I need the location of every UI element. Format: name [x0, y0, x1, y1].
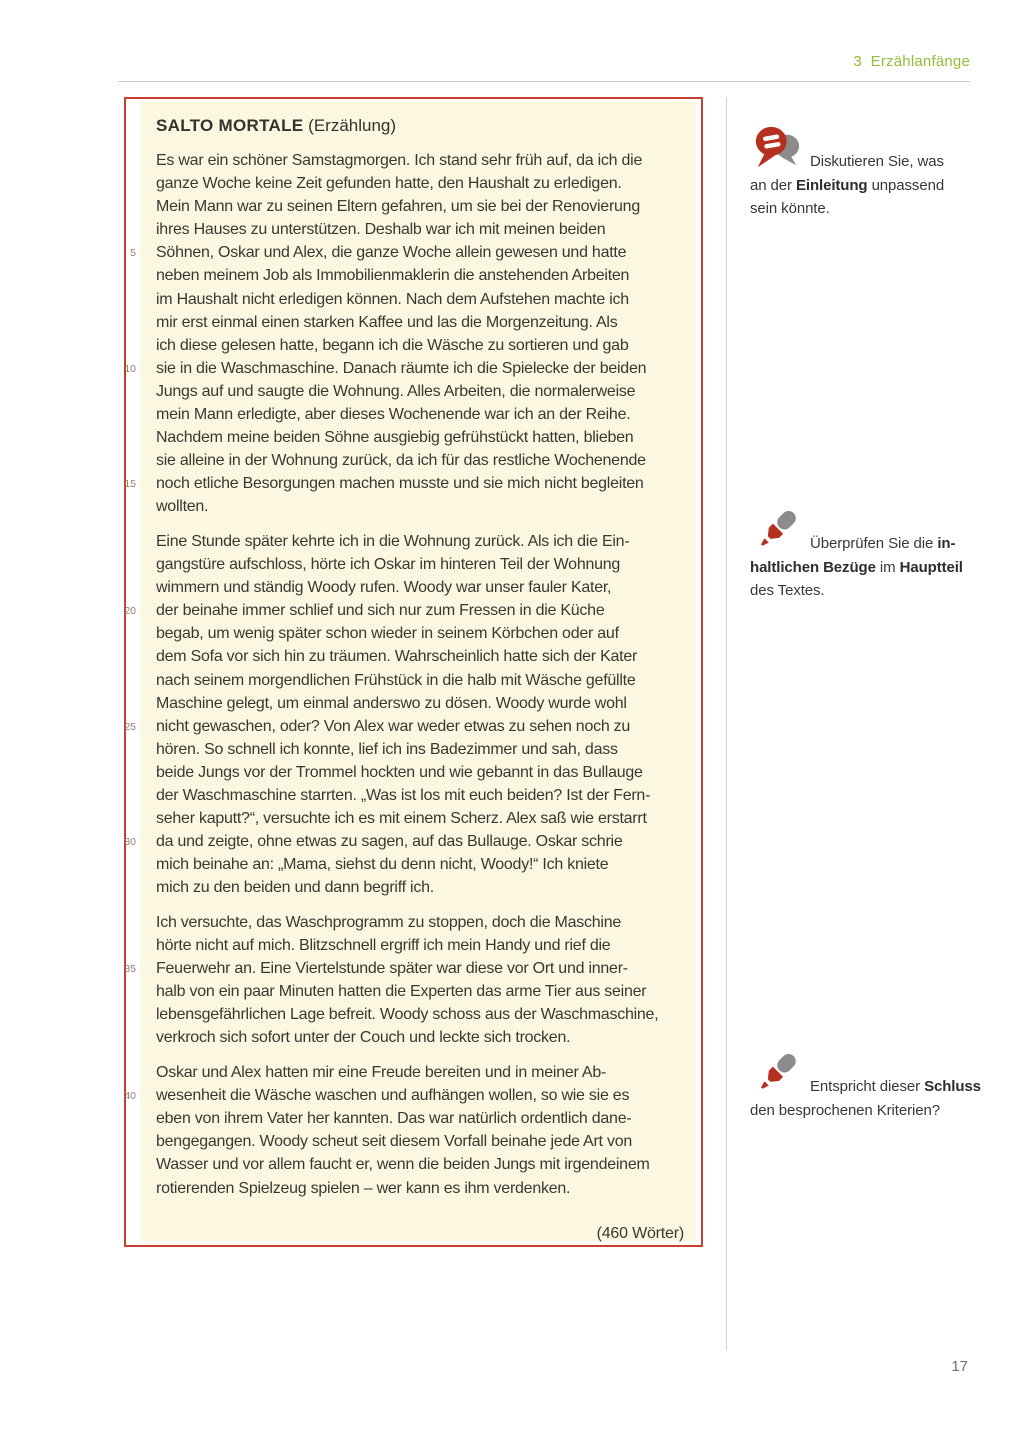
story-line: Ich versuchte, das Waschprogramm zu stoppen, doch die Maschine [156, 914, 622, 931]
line-number: 5 [130, 247, 136, 260]
story-line-row [156, 807, 684, 830]
story-line: mein Mann erledigte, aber dieses Wochenende war ich an der Reihe. [156, 406, 631, 424]
story-line: gangstüre aufschloss, hörte ich Oskar im hinteren Teil der Wohnung [156, 556, 621, 574]
story-line-row [156, 334, 684, 357]
story-line-row [156, 530, 684, 553]
column-divider [726, 97, 727, 1350]
line-number: 25 [124, 720, 136, 733]
margin-note-hauptteil [750, 505, 974, 603]
story-line: sie alleine in der Wohnung zurück, da ich für das restliche Wochenende [156, 452, 646, 470]
page-number: 17 [951, 1358, 968, 1375]
margin-note-einleitung [750, 123, 974, 221]
story-line: dem Sofa vor sich hin zu träumen. Wahrscheinlich hatte sich der Kater [156, 648, 638, 666]
story-line: Wasser und vor allem faucht er, wenn die beiden Jungs mit irgendeinem [156, 1156, 650, 1174]
marker-icon [752, 505, 802, 557]
story-line: da und zeigte, ohne etwas zu sagen, auf das Bullauge. Oskar schrie [156, 833, 623, 851]
story-line: Feuerwehr an. Eine Viertelstunde später war diese vor Ort und inner- [156, 960, 628, 978]
note-line: den besprochenen Kriterien? [750, 1101, 940, 1119]
discussion-icon [752, 123, 802, 175]
story-line-row [156, 853, 684, 876]
story-line: neben meinem Job als Immobilienmaklerin die anstehenden Arbeiten [156, 267, 630, 285]
story-line: rotierenden Spielzeug spielen – wer kann es ihm verdenken. [156, 1179, 571, 1197]
story-line-row [156, 195, 684, 218]
chapter-heading: 3 Erzählanfänge [853, 53, 970, 70]
story-line-row [156, 172, 684, 195]
story-line: wesenheit die Wäsche waschen und aufhängen wollen, so wie sie es [156, 1087, 630, 1105]
story-line-row [124, 472, 684, 495]
story-line: mir erst einmal einen starken Kaffee und las die Morgenzeitung. Als [156, 313, 618, 331]
note-line: Entspricht dieser Schluss [810, 1078, 981, 1095]
story-line: hörte nicht auf mich. Blitzschnell ergriff ich mein Handy und rief die [156, 937, 611, 955]
story-line-row [124, 715, 684, 738]
story-line: Söhnen, Oskar und Alex, die ganze Woche allein gewesen und hatte [156, 244, 627, 262]
note-line: Überprüfen Sie die in- [810, 535, 956, 552]
story-line-row [124, 830, 684, 853]
story-line-row [156, 622, 684, 645]
story-line-row [156, 876, 684, 899]
note-line: Diskutieren Sie, was [810, 153, 944, 170]
story-line: Mein Mann war zu seinen Eltern gefahren, um sie bei der Renovierung [156, 198, 640, 216]
story-line: verkroch sich sofort unter der Couch und leckte sich trocken. [156, 1029, 571, 1047]
line-number: 10 [124, 362, 136, 375]
line-number: 30 [124, 836, 136, 849]
story-excerpt-box [124, 97, 703, 1247]
story-line: bengegangen. Woody scheut seit diesem Vorfall beinahe jede Art von [156, 1133, 632, 1151]
story-line-row [156, 149, 684, 172]
story-line-row [124, 357, 684, 380]
story-line: wimmern und ständig Woody rufen. Woody war unser fauler Kater, [156, 579, 612, 597]
note-line: haltlichen Bezüge im Hauptteil [750, 558, 963, 576]
story-line-row [156, 1177, 684, 1200]
story-line: nach seinem morgendlichen Frühstück in die halb mit Wäsche gefüllte [156, 671, 636, 689]
story-line: im Haushalt nicht erledigen können. Nach dem Aufstehen machte ich [156, 290, 629, 308]
story-line: seher kaputt?“, versuchte ich es mit einem Scherz. Alex saß wie erstarrt [156, 810, 647, 828]
story-line: ganze Woche keine Zeit gefunden hatte, den Haushalt zu erledigen. [156, 175, 622, 193]
story-line-row [156, 449, 684, 472]
story-line-row [156, 934, 684, 957]
story-line: lebensgefährlichen Lage befreit. Woody schoss aus der Waschmaschine, [156, 1006, 659, 1024]
story-line: mich beinahe an: „Mama, siehst du denn nicht, Woody!“ Ich kniete [156, 856, 609, 874]
story-title-genre: (Erzählung) [303, 116, 397, 135]
story-line-row [124, 957, 684, 980]
story-line-row [124, 1084, 684, 1107]
story-line-row [156, 1061, 684, 1084]
story-line-row [156, 1003, 684, 1026]
story-line: Nachdem meine beiden Söhne ausgiebig gefrühstückt hatten, blieben [156, 429, 634, 447]
story-text [124, 149, 684, 1200]
story-line-row [156, 426, 684, 449]
story-line-row [156, 311, 684, 334]
story-line: sie in die Waschmaschine. Danach räumte ich die Spielecke der beiden [156, 359, 647, 377]
story-line-row [156, 911, 684, 934]
line-number: 15 [124, 478, 136, 491]
story-line: Oskar und Alex hatten mir eine Freude bereiten und in meiner Ab- [156, 1064, 607, 1082]
story-line: ihres Hauses zu unterstützen. Deshalb war ich mit meinen beiden [156, 221, 606, 239]
note-line: an der Einleitung unpassend [750, 176, 945, 194]
story-line: mich zu den beiden und dann begriff ich. [156, 879, 434, 897]
story-line: Jungs auf und saugte die Wohnung. Alles Arbeiten, die normalerweise [156, 382, 636, 400]
story-line-row [156, 980, 684, 1003]
story-line-row [156, 738, 684, 761]
story-line: wollten. [156, 498, 209, 516]
story-line-row [156, 784, 684, 807]
story-panel [124, 101, 696, 1242]
story-line: der Waschmaschine starrten. „Was ist los mit euch beiden? Ist der Fern- [156, 787, 651, 805]
story-line: hören. So schnell ich konnte, lief ich ins Badezimmer und sah, dass [156, 740, 618, 758]
story-line-row [130, 241, 684, 264]
story-line-row [156, 1130, 684, 1153]
story-line-row [156, 288, 684, 311]
story-line-row [156, 218, 684, 241]
story-line-row [156, 576, 684, 599]
story-line-row [156, 403, 684, 426]
story-line-row [156, 1107, 684, 1130]
story-line: Es war ein schöner Samstagmorgen. Ich stand sehr früh auf, da ich die [156, 152, 643, 169]
story-line: Maschine gelegt, um einmal anderswo zu dösen. Woody wurde wohl [156, 694, 627, 712]
line-number: 35 [124, 963, 136, 976]
story-line: begab, um wenig später schon wieder in seinem Körbchen oder auf [156, 625, 619, 643]
story-title [156, 114, 684, 137]
story-line-row [156, 1026, 684, 1049]
story-line: halb von ein paar Minuten hatten die Experten das arme Tier aus seiner [156, 983, 647, 1001]
header-rule [118, 81, 970, 82]
story-line: ich diese gelesen hatte, begann ich die Wäsche zu sortieren und gab [156, 336, 629, 354]
story-line: der beinahe immer schlief und sich nur zum Fressen in die Küche [156, 602, 605, 620]
story-line: Eine Stunde später kehrte ich in die Wohnung zurück. Als ich die Ein- [156, 533, 630, 550]
story-line-row [156, 264, 684, 287]
line-number: 40 [124, 1090, 136, 1103]
story-line-row [156, 761, 684, 784]
line-number: 20 [124, 605, 136, 618]
story-line-row [156, 669, 684, 692]
story-line-row [156, 645, 684, 668]
note-line: sein könnte. [750, 200, 830, 217]
story-line-row [156, 553, 684, 576]
story-line: nicht gewaschen, oder? Von Alex war weder etwas zu sehen noch zu [156, 717, 631, 735]
note-line: des Textes. [750, 582, 825, 599]
word-count: (460 Wörter) [596, 1224, 684, 1242]
story-line: eben von ihrem Vater her kannten. Das war natürlich ordentlich dane- [156, 1110, 632, 1128]
story-line-row [124, 599, 684, 622]
margin-note-schluss [750, 1048, 981, 1122]
story-title-name: SALTO MORTALE [156, 116, 304, 135]
story-line: beide Jungs vor der Trommel hockten und wie gebannt in das Bullauge [156, 763, 643, 781]
story-line-row [156, 1153, 684, 1176]
story-line-row [156, 692, 684, 715]
story-line-row [156, 380, 684, 403]
story-line-row [156, 495, 684, 518]
story-line: noch etliche Besorgungen machen musste und sie mich nicht begleiten [156, 475, 644, 493]
marker-icon [752, 1048, 802, 1100]
